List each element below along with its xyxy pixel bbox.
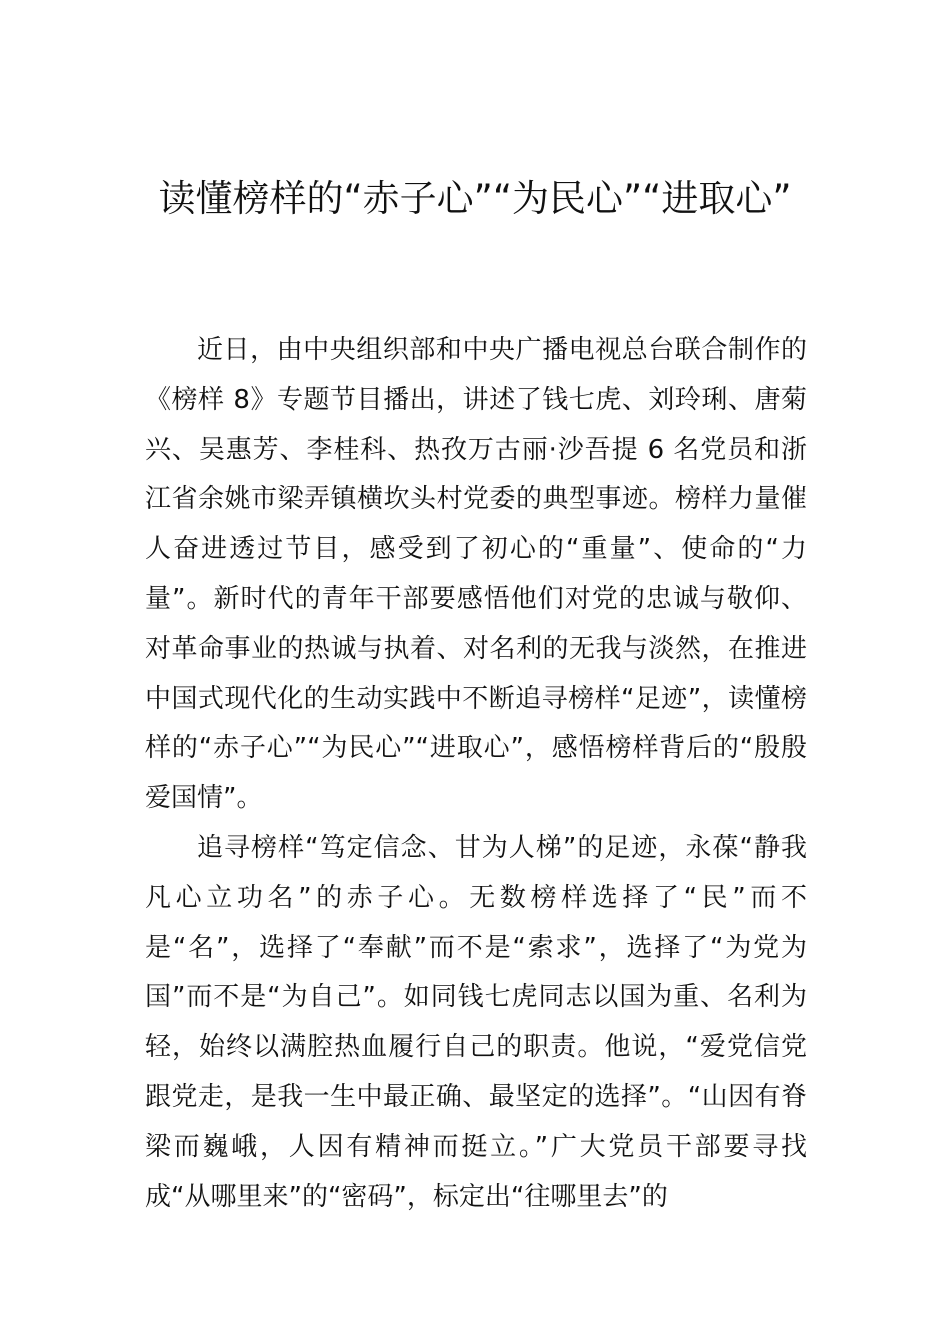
paragraph-2: 追寻榜样“笃定信念、甘为人梯”的足迹，永葆“静我凡心立功名”的赤子心。无数榜样选择了“民”而不是“名”，选择了“奉献”而不是“索求”，选择了“为党为国”而不是“为自己”。如同钱七虎同志以国为重、名利为轻，始终以满腔热血履行自己的职责。他说，“爱党信党跟党走，是我一生中最正确、最坚定的选择”。“山因有脊梁而巍峨，人因有精神而挺立。”广大党员干部要寻找成“从哪里来”的“密码”，标定出“往哪里去”的 (145, 832, 807, 1212)
document-body (145, 326, 807, 1222)
document-title: 读懂榜样的“赤子心”“为民心”“进取心” (158, 177, 792, 220)
paragraph-1: 近日，由中央组织部和中央广播电视总台联合制作的《榜样 8》专题节目播出，讲述了钱七虎、刘玲琍、唐菊兴、吴惠芳、李桂科、热孜万古丽·沙吾提 6 名党员和浙江省余姚市梁弄镇横坎头村党委的典型事迹。榜样力量催人奋进透过节目，感受到了初心的“重量”、使命的“力量”。新时代的青年干部要感悟他们对党的忠诚与敬仰、对革命事业的热诚与执着、对名利的无我与淡然，在推进中国式现代化的生动实践中不断追寻榜样“足迹”，读懂榜样的“赤子心”“为民心”“进取心”，感悟榜样背后的“殷殷爱国情”。 (145, 335, 807, 814)
